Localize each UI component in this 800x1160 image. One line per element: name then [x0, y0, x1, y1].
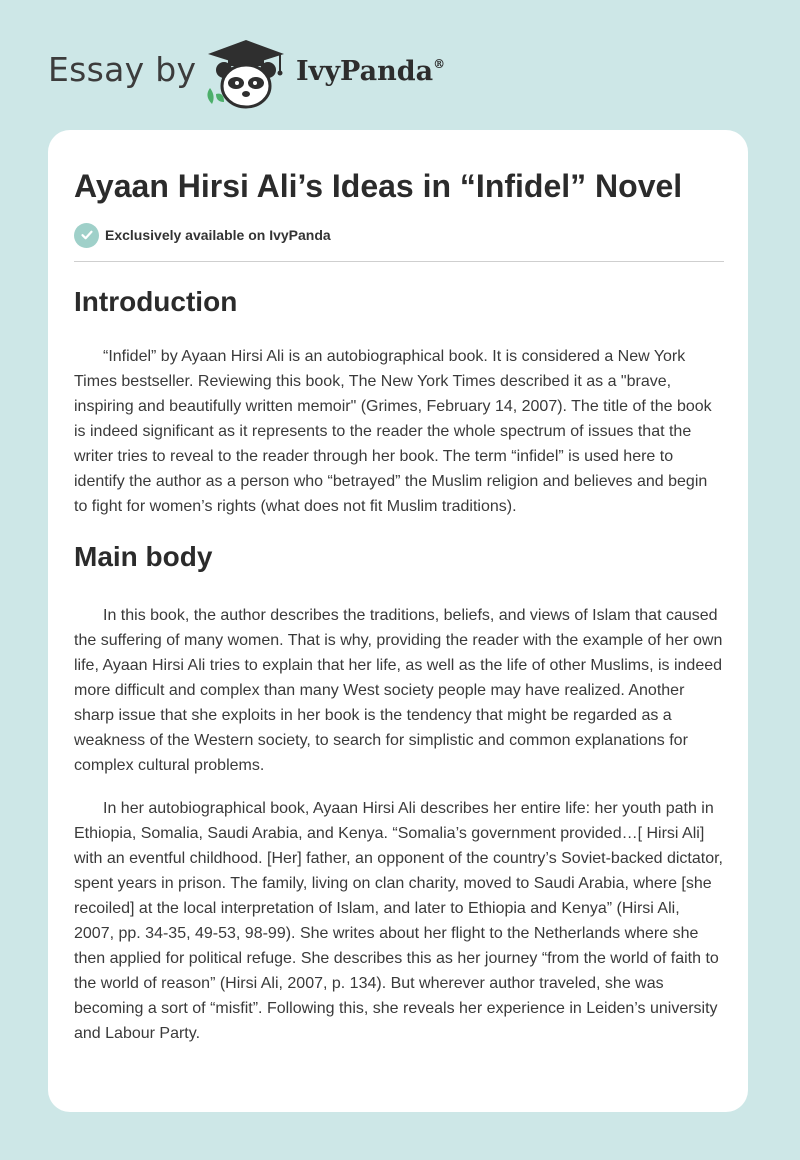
check-icon: [74, 223, 99, 248]
article-body: [74, 280, 724, 1046]
paragraph: In this book, the author describes the traditions, beliefs, and views of Islam that caused the suffering of many women. That is why, providing the reader with the example of her own life, Ayaan Hirsi Ali tries to explain that her life, as well as the life of other Muslims, is indeed more difficult and complex than many West society people may have realized. Another sharp issue that she exploits in her book is the tendency that might be regarded as a weakness of the Western society, to search for simplistic and common explanations for complex cultural problems.: [74, 607, 723, 774]
brand-name[interactable]: [296, 56, 445, 87]
panda-graduate-logo-icon[interactable]: [200, 36, 292, 110]
article-title: Ayaan Hirsi Ali’s Ideas in “Infidel” Novel: [74, 168, 683, 204]
paragraph: “Infidel” by Ayaan Hirsi Ali is an autobiographical book. It is considered a New York Times bestseller. Reviewing this book, The New York Times described it as a "brave, inspiring and beautifully written memoir" (Grimes, February 14, 2007). The title of the book is indeed significant as it represents to the reader the whole spectrum of issues that the writer tries to reveal to the reader through her book. The term “infidel” is used here to identify the author as a person who “betrayed” the Muslim religion and believes and begin to fight for women’s rights (what does not fit Muslim traditions).: [74, 348, 712, 515]
section-heading-introduction: Introduction: [74, 286, 238, 317]
paragraph: In her autobiographical book, Ayaan Hirsi Ali describes her entire life: her youth path in Ethiopia, Somalia, Saudi Arabia, and Kenya. “Somalia’s government provided…[ Hirsi Ali] with an eventful childhood. [Her] father, an opponent of the country’s Soviet-backed dictator, spent years in prison. The family, living on clan charity, moved to Saudi Arabia, where [she recoiled] at the local interpretation of Islam, and later to Ethiopia and Kenya” (Hirsi Ali, 2007, pp. 34-35, 49-53, 98-99). She writes about her flight to the Netherlands where she then applied for political refuge. She describes this as her journey “from the world of faith to the world of reason” (Hirsi Ali, 2007, p. 134). But wherever author traveled, she was becoming a sort of “misfit”. Following this, she reveals her experience in Leiden’s university and Labour Party.: [74, 800, 723, 1042]
article-card: [48, 130, 748, 1112]
brand-name-text: IvyPanda: [296, 56, 434, 87]
site-header: [0, 0, 800, 120]
title-divider: [74, 261, 724, 262]
exclusive-badge-text: Exclusively available on IvyPanda: [105, 227, 331, 243]
essay-by-label: Essay by: [48, 50, 197, 89]
exclusive-badge: [74, 222, 331, 248]
section-heading-main-body: Main body: [74, 541, 213, 572]
registered-mark: ®: [433, 57, 446, 71]
